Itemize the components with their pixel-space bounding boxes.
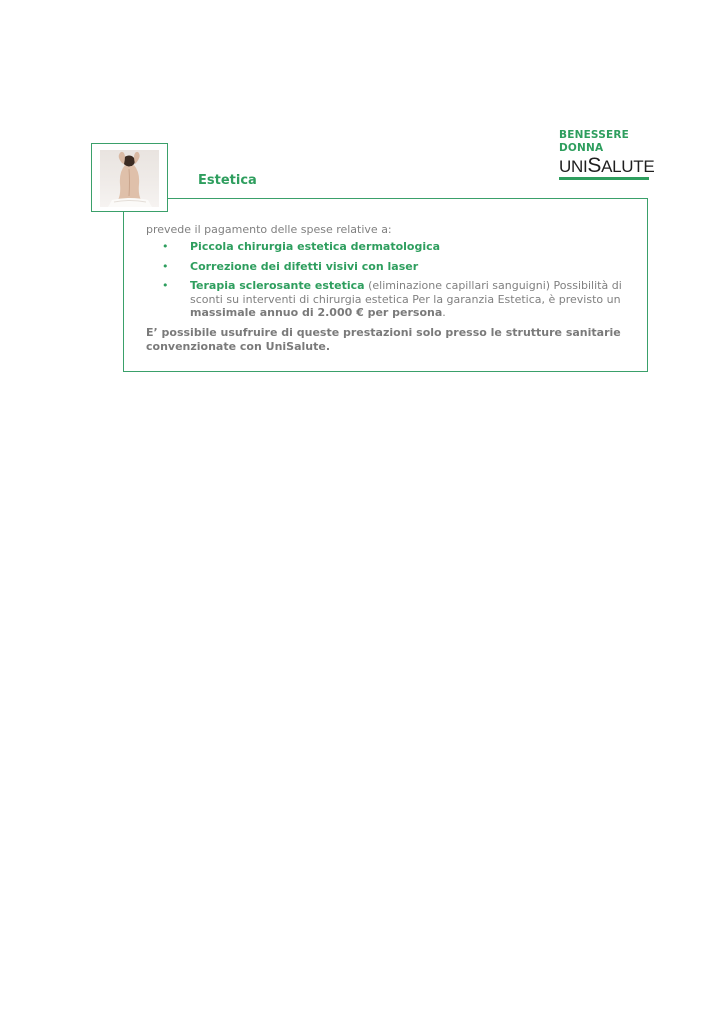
woman-back-illustration (100, 150, 159, 207)
brand-block (559, 129, 654, 180)
item-tail: . (442, 306, 446, 319)
intro-text: prevede il pagamento delle spese relative a: (146, 223, 392, 236)
bullet-icon: • (162, 259, 169, 273)
section-photo-frame (91, 143, 168, 212)
section-title: Estetica (198, 173, 257, 188)
bullet-icon: • (162, 279, 169, 292)
item-title: Piccola chirurgia estetica dermatologica (190, 240, 441, 253)
item-title: Correzione dei difetti visivi con laser (190, 259, 419, 273)
item-limit: massimale annuo di 2.000 € per persona (190, 306, 443, 319)
woman-back-photo (100, 150, 159, 207)
availability-note: E’ possibile usufruire di queste prestazioni solo presso le strutture sanitarie convenzionate con UniSalute. (146, 326, 621, 353)
logo-s: S (587, 154, 602, 177)
item-description: (eliminazione capillari sanguigni) Possibilità di sconti su interventi di chirurgia estetica Per la garanzia Estetica, è previsto un (190, 279, 622, 306)
bullet-icon: • (162, 240, 169, 253)
brand-line-1: BENESSERE (559, 129, 630, 141)
logo-uni: UNI (559, 157, 588, 176)
coverage-list (146, 240, 626, 320)
logo-underline (559, 177, 649, 180)
list-item (146, 240, 626, 254)
list-item (146, 260, 626, 274)
item-title: Terapia sclerosante estetica (190, 279, 365, 292)
logo-rest: ALUTE (601, 157, 655, 176)
brand-line-2: DONNA (559, 142, 604, 154)
list-item (146, 279, 626, 320)
unisalute-logo (559, 154, 655, 177)
